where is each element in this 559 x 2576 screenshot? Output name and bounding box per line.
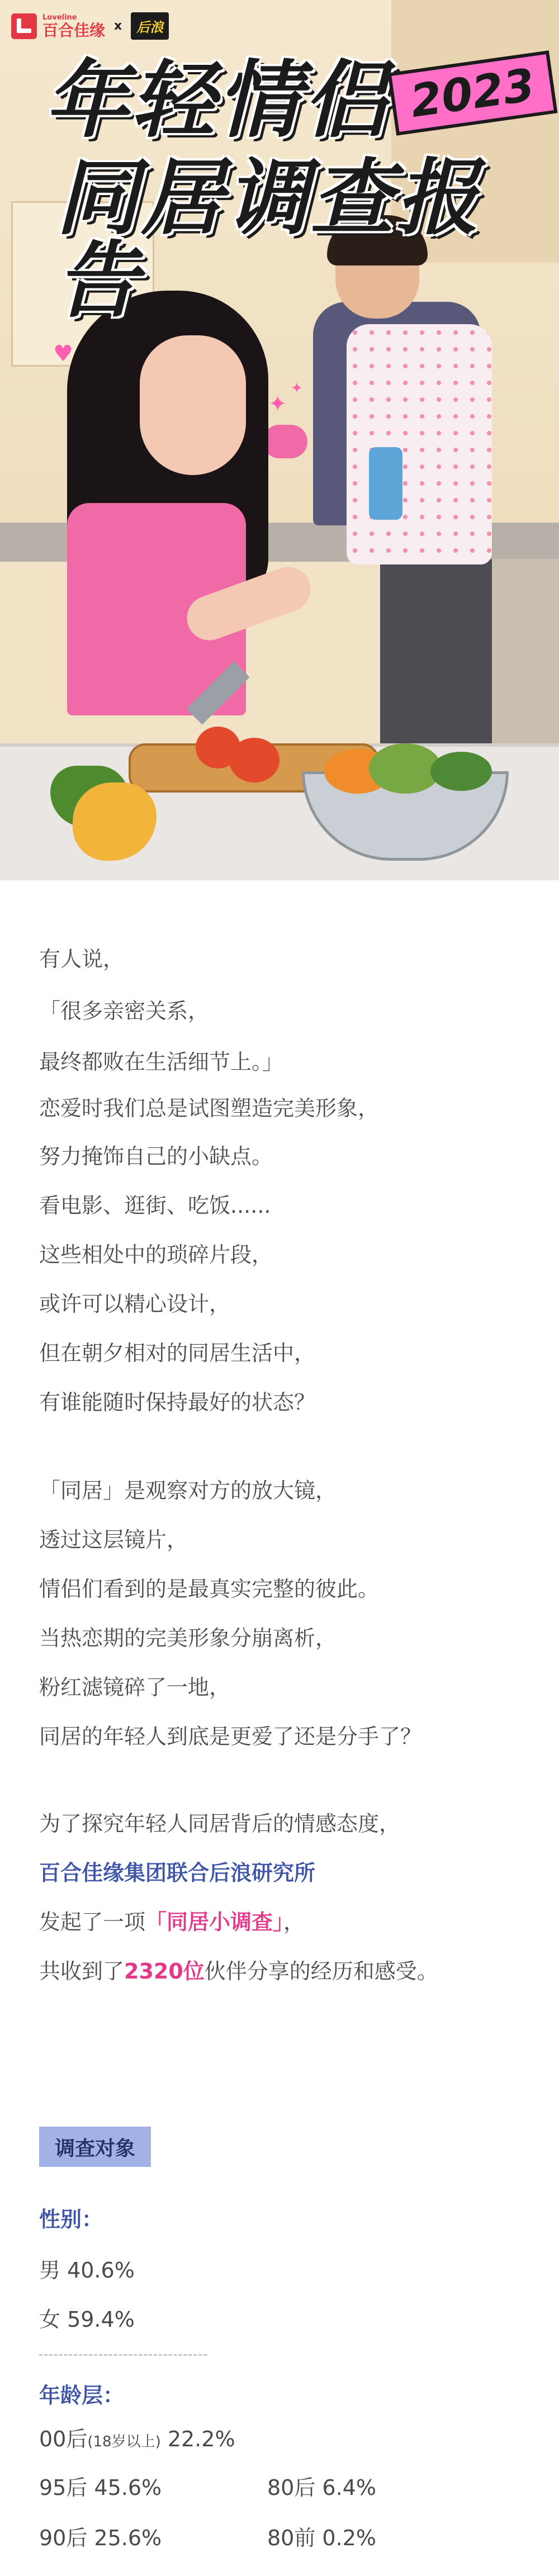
- age-80-pre: 80前 0.2%: [267, 2526, 376, 2550]
- paragraph-line: 为了探究年轻人同居背后的情感态度，: [39, 1811, 401, 1836]
- paragraph-line: 但在朝夕相对的同居生活中，: [39, 1341, 316, 1365]
- paragraph-line: 或许可以精心设计，: [39, 1292, 231, 1316]
- paragraph-line: 发起了一项「同居小调查」，: [39, 1910, 305, 1934]
- age-90: 90后 25.6%: [39, 2526, 162, 2550]
- brand-logos: [11, 12, 169, 40]
- paragraph-line: 恋爱时我们总是试图塑造完美形象，: [39, 1096, 380, 1121]
- respondent-count: 2320位: [124, 1959, 205, 1984]
- organizer-name: 百合佳缘集团联合后浪研究所: [39, 1861, 316, 1885]
- paragraph-line: 共收到了2320位伙伴分享的经历和感受。: [39, 1959, 438, 1984]
- section-tag-survey-subjects: 调查对象: [39, 2127, 151, 2167]
- houlang-logo: 后浪: [131, 12, 169, 40]
- woman-figure-face: [140, 335, 246, 475]
- gender-label: 性别：: [39, 2207, 103, 2232]
- man-figure-pants: [380, 559, 492, 743]
- paragraph-line: 情侣们看到的是最真实完整的彼此。: [39, 1577, 380, 1601]
- age-80: 80后 6.4%: [267, 2475, 376, 2500]
- title-line-1: 年轻情侣: [45, 52, 390, 149]
- sparkle-icon: ✦: [291, 380, 303, 397]
- year-badge: 2023: [388, 50, 558, 135]
- paragraph-line: 这些相处中的琐碎片段，: [39, 1242, 273, 1267]
- sparkle-icon: ✦: [268, 391, 287, 417]
- title-line-2: 同居调查报告: [56, 150, 481, 329]
- logo-english: Loveline: [42, 13, 77, 22]
- tomato: [229, 738, 280, 782]
- paragraph-line: 看电影、逛街、吃饭......: [39, 1193, 271, 1218]
- logo-separator: x: [114, 19, 122, 33]
- survey-name: 「同居小调查」: [145, 1910, 284, 1934]
- baihe-logo-icon: [11, 13, 37, 39]
- logo-chinese: 百合佳缘: [42, 21, 106, 40]
- paragraph-line: 当热恋期的完美形象分崩离析，: [39, 1626, 337, 1650]
- gender-female: 女 59.4%: [39, 2307, 135, 2332]
- heart-icon: ♥: [53, 341, 73, 367]
- apron: [347, 324, 492, 564]
- divider: [39, 2354, 207, 2356]
- intro-line: 有人说，: [39, 947, 125, 971]
- paragraph-line: 透过这层镜片，: [39, 1527, 188, 1552]
- paragraph-line: 努力掩饰自己的小缺点。: [39, 1144, 273, 1169]
- glove: [263, 425, 307, 458]
- spray-bottle: [369, 447, 402, 520]
- paragraph-line: 有谁能随时保持最好的状态？: [39, 1390, 316, 1415]
- paragraph-line: 同居的年轻人到底是更爱了还是分手了？: [39, 1724, 422, 1749]
- hero-illustration: [0, 0, 559, 880]
- age-95: 95后 45.6%: [39, 2475, 162, 2500]
- vegetable: [430, 752, 492, 791]
- age-label: 年龄层：: [39, 2383, 125, 2408]
- age-00: 00后(18岁以上) 22.2%: [39, 2427, 235, 2451]
- intro-line: 「很多亲密关系，: [39, 999, 210, 1023]
- gender-male: 男 40.6%: [39, 2258, 135, 2283]
- intro-line: 最终都败在生活细节上。」: [39, 1050, 284, 1074]
- paragraph-line: 「同居」是观察对方的放大镜，: [39, 1478, 337, 1503]
- paragraph-line: 粉红滤镜碎了一地，: [39, 1675, 231, 1700]
